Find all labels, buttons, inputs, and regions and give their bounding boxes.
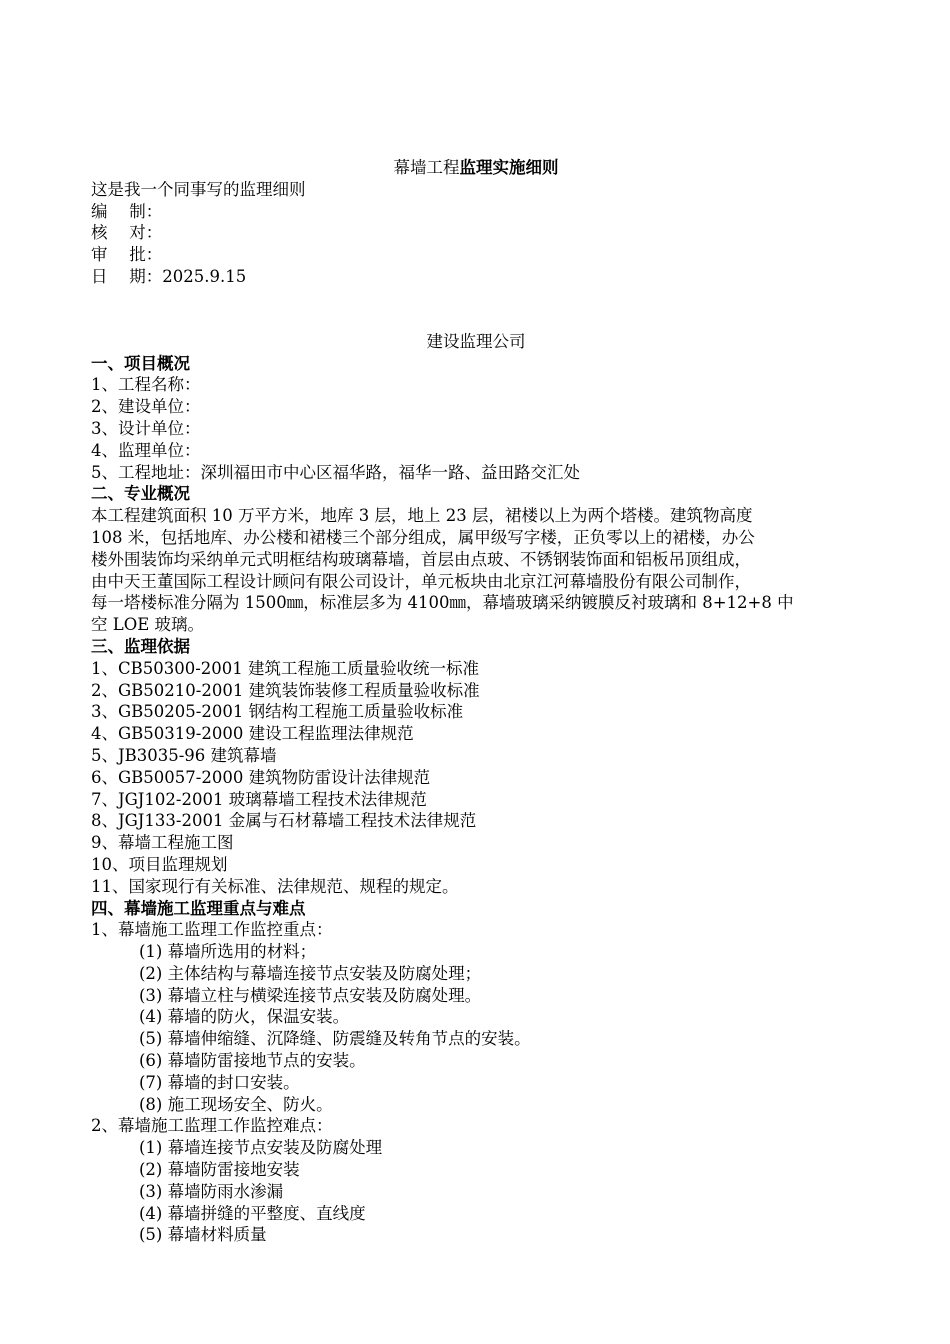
spacer [91, 288, 861, 331]
list-item: 9、幕墙工程施工图 [91, 833, 234, 853]
paragraph-line: 空 LOE 玻璃。 [91, 615, 205, 635]
list-item: (8) 施工现场安全、防火。 [139, 1094, 333, 1114]
list-item: (7) 幕墙的封口安装。 [139, 1072, 300, 1092]
list-item: 3、GB50205-2001 钢结构工程施工质量验收标准 [91, 702, 464, 722]
list-item: 1、工程名称： [91, 375, 201, 395]
list-item: (2) 幕墙防雷接地安装 [139, 1160, 300, 1180]
list-item: (3) 幕墙立柱与横梁连接节点安装及防腐处理。 [139, 985, 482, 1005]
title-bold: 监理实施细则 [459, 158, 559, 177]
list-item: (5) 幕墙伸缩缝、沉降缝、防震缝及转角节点的安装。 [139, 1029, 531, 1049]
list-item: (1) 幕墙所选用的材料； [139, 942, 317, 962]
paragraph-line: 由中天王董国际工程设计顾问有限公司设计，单元板块由北京江河幕墙股份有限公司制作， [91, 571, 751, 591]
list-item: 11、国家现行有关标准、法律规范、规程的规定。 [91, 876, 459, 896]
list-item: 3、设计单位： [91, 418, 201, 438]
section-heading-basis: 三、监理依据 [91, 636, 190, 656]
list-item: 5、JB3035-96 建筑幕墙 [91, 745, 277, 765]
title-normal: 幕墙工程 [393, 158, 460, 177]
list-item: (4) 幕墙的防火，保温安装。 [139, 1007, 350, 1027]
list-item: (2) 主体结构与幕墙连接节点安装及防腐处理； [139, 963, 482, 983]
list-item: 8、JGJ133-2001 金属与石材幕墙工程技术法律规范 [91, 811, 477, 831]
meta-compiler: 编 制： [91, 201, 163, 221]
list-item: (1) 幕墙连接节点安装及防腐处理 [139, 1138, 383, 1158]
list-item: 4、GB50319-2000 建设工程监理法律规范 [91, 724, 414, 744]
document-title [91, 157, 861, 179]
list-item: 10、项目监理规划 [91, 854, 228, 874]
meta-checker: 核 对： [91, 223, 163, 243]
paragraph-line: 108 米，包括地库、办公楼和裙楼三个部分组成，属甲级写字楼，正负零以上的裙楼，办公 [91, 527, 755, 547]
list-item: 1、CB50300-2001 建筑工程施工质量验收统一标准 [91, 658, 480, 678]
list-item: (5) 幕墙材料质量 [139, 1225, 267, 1245]
list-item: 6、GB50057-2000 建筑物防雷设计法律规范 [91, 767, 431, 787]
professional-paragraph [91, 505, 861, 636]
list-item: 2、建设单位： [91, 397, 201, 417]
section-heading-key-points: 四、幕墙施工监理重点与难点 [91, 898, 306, 918]
list-item: 2、GB50210-2001 建筑装饰装修工程质量验收标准 [91, 680, 480, 700]
document-body [91, 157, 861, 1246]
list-item: (4) 幕墙拼缝的平整度、直线度 [139, 1203, 366, 1223]
list-item: 5、工程地址：深圳福田市中心区福华路，福华一路、益田路交汇处 [91, 462, 580, 482]
list-item: 4、监理单位： [91, 440, 201, 460]
meta-date: 日 期：2025.9.15 [91, 266, 247, 286]
paragraph-line: 楼外围装饰均采纳单元式明框结构玻璃幕墙，首层由点玻、不锈钢装饰面和铝板吊顶组成， [91, 549, 751, 569]
company-name: 建设监理公司 [426, 331, 526, 351]
author-note: 这是我一个同事写的监理细则 [91, 179, 306, 199]
section-heading-professional: 二、专业概况 [91, 484, 190, 504]
paragraph-line: 每一塔楼标准分隔为 1500㎜，标准层多为 4100㎜，幕墙玻璃采纳镀膜反衬玻璃和 8+12+8 中 [91, 593, 794, 613]
subsection-lead-difficulties: 2、幕墙施工监理工作监控难点： [91, 1116, 333, 1136]
meta-approver: 审 批： [91, 245, 163, 265]
list-item: (3) 幕墙防雨水渗漏 [139, 1181, 284, 1201]
subsection-lead-key-points: 1、幕墙施工监理工作监控重点： [91, 920, 333, 940]
paragraph-line: 本工程建筑面积 10 万平方米，地库 3 层，地上 23 层，裙楼以上为两个塔楼。建筑物高度 [91, 506, 753, 526]
list-item: (6) 幕墙防雷接地节点的安装。 [139, 1051, 366, 1071]
section-heading-overview: 一、项目概况 [91, 353, 190, 373]
list-item: 7、JGJ102-2001 玻璃幕墙工程技术法律规范 [91, 789, 427, 809]
